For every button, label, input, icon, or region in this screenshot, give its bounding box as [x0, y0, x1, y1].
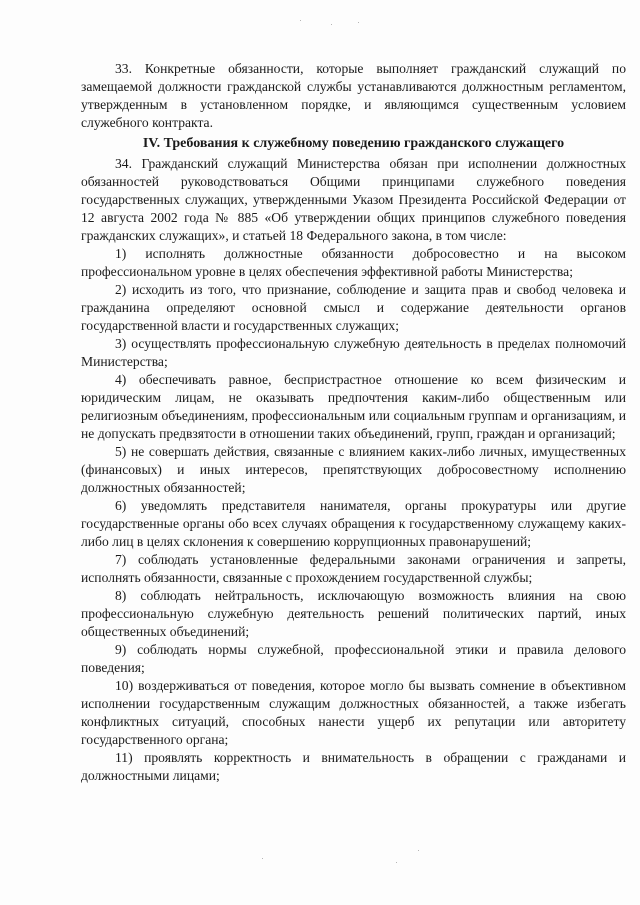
list-item-5: 5) не совершать действия, связанные с влиянием каких-либо личных, имущественных (финансовых) и иных интересов, препятствующих добросовестному исполнению должностных обязанностей; [81, 444, 626, 495]
scan-speck [262, 858, 263, 859]
list-item-6: 6) уведомлять представителя нанимателя, органы прокуратуры или другие государственные органы обо всех случаях обращения к государственному служащему каких-либо лиц в целях склонения к совершению коррупционных правонарушений; [81, 498, 626, 549]
scan-speck [331, 24, 332, 25]
list-item-2: 2) исходить из того, что признание, соблюдение и защита прав и свобод человека и гражданина определяют основной смысл и содержание деятельности органов государственной власти и государственных служащих; [81, 282, 626, 333]
scan-speck [396, 862, 397, 863]
list-item-10: 10) воздерживаться от поведения, которое могло бы вызвать сомнение в объективном исполнении государственным служащим должностных обязанностей, а также избегать конфликтных ситуаций, способных нанести ущерб их репутации или авторитету государственного органа; [81, 678, 626, 747]
list-item-8: 8) соблюдать нейтральность, исключающую возможность влияния на свою профессиональную служебную деятельность решений политических партий, иных общественных объединений; [81, 588, 626, 639]
paragraph-33: 33. Конкретные обязанности, которые выполняет гражданский служащий по замещаемой должности гражданской службы устанавливаются должностным регламентом, утвержденным в установленном порядке, и являющимся существенным условием служебного контракта. [81, 61, 626, 130]
scan-speck [358, 22, 359, 23]
scan-speck [418, 850, 419, 851]
list-item-4: 4) обеспечивать равное, беспристрастное отношение ко всем физическим и юридическим лицам, не оказывать предпочтения каким-либо общественным или религиозным объединениям, профессиональным или социальным группам и организациям, и не допускать предвзятости в отношении таких объединений, групп, граждан и организаций; [81, 372, 626, 441]
document-body [81, 60, 626, 785]
list-item-1: 1) исполнять должностные обязанности добросовестно и на высоком профессиональном уровне в целях обеспечения эффективной работы Министерства; [81, 246, 626, 279]
list-item-11: 11) проявлять корректность и внимательность в обращении с гражданами и должностными лицами; [81, 750, 626, 783]
list-item-3: 3) осуществлять профессиональную служебную деятельность в пределах полномочий Министерства; [81, 336, 626, 369]
section-heading: IV. Требования к служебному поведению гражданского служащего [142, 136, 565, 151]
scan-speck [300, 20, 301, 21]
paragraph-34: 34. Гражданский служащий Министерства обязан при исполнении должностных обязанностей руководствоваться Общими принципами служебного поведения государственных служащих, утвержденными Указом Президента Российской Федерации от 12 августа 2002 года № 885 «Об утверждении общих принципов служебного поведения гражданских служащих», и статьей 18 Федерального закона, в том числе: [81, 156, 626, 243]
list-item-7: 7) соблюдать установленные федеральными законами ограничения и запреты, исполнять обязанности, связанные с прохождением государственной службы; [81, 552, 626, 585]
list-item-9: 9) соблюдать нормы служебной, профессиональной этики и правила делового поведения; [81, 642, 626, 675]
